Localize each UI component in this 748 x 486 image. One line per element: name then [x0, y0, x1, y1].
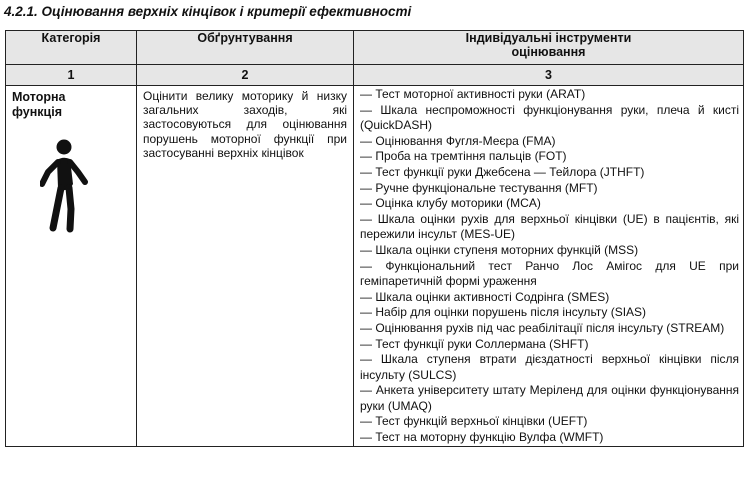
list-item: — Шкала оцінки ступеня моторних функцій (MSS)	[360, 242, 639, 257]
category-cell	[6, 86, 137, 447]
list-item: — Тест на моторну функцію Вулфа (WMFT)	[360, 430, 604, 445]
list-item: — Набір для оцінки порушень після інсульту (SIAS)	[360, 305, 647, 320]
category-label-line2: функція	[12, 105, 62, 119]
tools-list	[354, 86, 743, 446]
tools-cell	[354, 86, 744, 447]
category-label-line1: Моторна	[12, 90, 66, 104]
column-number-row	[6, 65, 744, 86]
column-number-3: 3	[354, 65, 744, 86]
section-title: 4.2.1. Оцінювання верхніх кінцівок і критерії ефективності	[4, 4, 412, 19]
justification-cell	[137, 86, 354, 447]
column-number-1: 1	[6, 65, 137, 86]
standing-person-icon	[40, 138, 90, 233]
column-number-2: 2	[137, 65, 354, 86]
list-item: — Оцінювання рухів під час реабілітації після інсульту (STREAM)	[360, 320, 725, 335]
list-item: — Ручне функціональне тестування (MFT)	[360, 180, 598, 195]
list-item: — Тест функції руки Соллермана (SHFT)	[360, 336, 589, 351]
list-item: — Тест моторної активності руки (ARAT)	[360, 87, 586, 101]
assessment-table	[5, 30, 744, 447]
list-item: — Тест функції руки Джебсена — Тейлора (JTHFT)	[360, 164, 645, 179]
list-item: — Тест функцій верхньої кінцівки (UEFT)	[360, 414, 588, 429]
list-item: — Шкала неспроможності функціонування руки, плеча й кисті (QuickDASH)	[360, 102, 739, 133]
header-tools-line1: Індивідуальні інструменти	[465, 31, 632, 45]
list-item: — Проба на тремтіння пальців (FOT)	[360, 149, 567, 164]
header-row	[6, 31, 744, 65]
header-category: Категорія	[6, 31, 137, 65]
list-item: — Анкета університету штату Меріленд для оцінки функціонування руки (UMAQ)	[360, 383, 739, 413]
list-item: — Оцінювання Фугля-Меєра (FMA)	[360, 133, 556, 148]
justification-text: Оцінити велику моторику й низку загальних заходів, які застосовуються для оцінювання порушень моторної функції при застосуванні верхніх кінцівок	[143, 89, 347, 160]
list-item: — Оцінка клубу моторики (MCA)	[360, 196, 541, 211]
header-tools-line2: оцінювання	[511, 45, 586, 59]
header-tools	[354, 31, 744, 65]
list-item: — Шкала оцінки активності Содрінга (SMES)	[360, 289, 610, 304]
list-item: — Шкала оцінки рухів для верхньої кінцівки (UE) в пацієнтів, які пережили інсульт (MES-UE)	[360, 211, 739, 242]
list-item: — Функціональний тест Ранчо Лос Амігос для UE при геміпаретичній формі ураження	[360, 258, 739, 289]
table-row	[6, 86, 744, 447]
list-item: — Шкала ступеня втрати дієздатності верхньої кінцівки після інсульту (SULCS)	[360, 352, 739, 382]
header-justification: Обґрунтування	[137, 31, 354, 65]
